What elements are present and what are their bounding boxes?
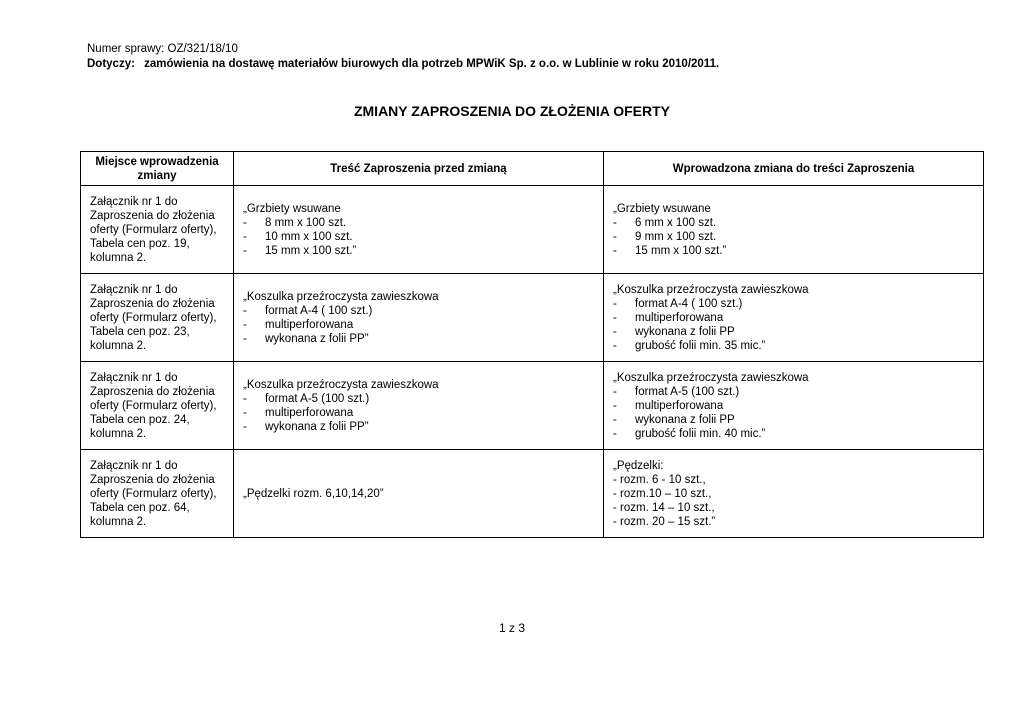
table-row <box>81 362 984 450</box>
list-item: - 9 mm x 100 szt. <box>613 230 717 243</box>
before-item-title: „Grzbiety wsuwane <box>243 202 341 215</box>
list-item-text: 15 mm x 100 szt.” <box>635 244 727 257</box>
list-item: - wykonana z folii PP <box>613 325 735 338</box>
table-body <box>81 186 984 538</box>
list-item-text: 9 mm x 100 szt. <box>635 230 717 243</box>
cell-after <box>604 274 984 362</box>
list-item: - grubość folii min. 35 mic.” <box>613 339 766 352</box>
list-item: - rozm.10 – 10 szt., <box>613 487 712 500</box>
after-item-title: „Grzbiety wsuwane <box>613 202 711 215</box>
column-header-before: Treść Zaproszenia przed zmianą <box>234 152 604 186</box>
list-item-text: 10 mm x 100 szt. <box>265 230 353 243</box>
cell-before <box>234 186 604 274</box>
cell-after <box>604 450 984 538</box>
table-row <box>81 450 984 538</box>
table-row <box>81 274 984 362</box>
cell-place: Załącznik nr 1 do Zaproszenia do złożenia oferty (Formularz oferty), Tabela cen poz. 19, kolumna 2. <box>81 186 234 274</box>
list-item-text: multiperforowana <box>265 318 354 331</box>
subject-text: zamówienia na dostawę materiałów biurowych dla potrzeb MPWiK Sp. z o.o. w Lublinie w roku 2010/2011. <box>144 58 720 70</box>
before-item-list <box>243 216 594 258</box>
subject-line <box>87 57 719 71</box>
list-item: - 6 mm x 100 szt. <box>613 216 717 229</box>
list-item: - multiperforowana <box>243 318 354 331</box>
list-item-text: format A-5 (100 szt.) <box>265 392 370 405</box>
list-item-text: 6 mm x 100 szt. <box>635 216 717 229</box>
list-item: - format A-4 ( 100 szt.) <box>243 304 373 317</box>
after-item-title: „Koszulka przeźroczysta zawieszkowa <box>613 283 809 296</box>
column-header-place: Miejsce wprowadzenia zmiany <box>81 152 234 186</box>
cell-place: Załącznik nr 1 do Zaproszenia do złożenia oferty (Formularz oferty), Tabela cen poz. 24, kolumna 2. <box>81 362 234 450</box>
list-item-text: 8 mm x 100 szt. <box>265 216 347 229</box>
page-number: 1 z 3 <box>498 621 525 635</box>
list-item-text: format A-4 ( 100 szt.) <box>635 297 743 310</box>
before-item-title: „Koszulka przeźroczysta zawieszkowa <box>243 290 439 303</box>
list-item-text: wykonana z folii PP” <box>265 420 369 433</box>
list-item: - 15 mm x 100 szt.” <box>613 244 727 257</box>
before-item-title: „Koszulka przeźroczysta zawieszkowa <box>243 378 439 391</box>
after-item-title: „Koszulka przeźroczysta zawieszkowa <box>613 371 809 384</box>
list-item-text: grubość folii min. 40 mic.” <box>635 427 766 440</box>
cell-after <box>604 362 984 450</box>
list-item-text: multiperforowana <box>265 406 354 419</box>
cell-after <box>604 186 984 274</box>
list-item: - wykonana z folii PP” <box>243 420 369 433</box>
subject-label: Dotyczy: <box>87 58 135 70</box>
cell-before <box>234 450 604 538</box>
cell-place: Załącznik nr 1 do Zaproszenia do złożenia oferty (Formularz oferty), Tabela cen poz. 23, kolumna 2. <box>81 274 234 362</box>
after-item-list <box>613 473 974 529</box>
list-item: - format A-5 (100 szt.) <box>613 385 740 398</box>
column-header-after: Wprowadzona zmiana do treści Zaproszenia <box>604 152 984 186</box>
list-item: - format A-4 ( 100 szt.) <box>613 297 743 310</box>
list-item: - format A-5 (100 szt.) <box>243 392 370 405</box>
list-item: - rozm. 6 - 10 szt., <box>613 473 706 486</box>
list-item: - multiperforowana <box>243 406 354 419</box>
list-item: - 8 mm x 100 szt. <box>243 216 347 229</box>
table-row <box>81 186 984 274</box>
list-item-text: multiperforowana <box>635 399 724 412</box>
cell-place: Załącznik nr 1 do Zaproszenia do złożenia oferty (Formularz oferty), Tabela cen poz. 64, kolumna 2. <box>81 450 234 538</box>
before-item-list <box>243 392 594 434</box>
list-item: - 15 mm x 100 szt.” <box>243 244 357 257</box>
after-item-list <box>613 385 974 441</box>
list-item: - multiperforowana <box>613 399 724 412</box>
after-item-list <box>613 216 974 258</box>
list-item: - wykonana z folii PP” <box>243 332 369 345</box>
after-item-title: „Pędzelki: <box>613 459 664 472</box>
list-item-text: format A-5 (100 szt.) <box>635 385 740 398</box>
cell-before <box>234 274 604 362</box>
list-item-text: wykonana z folii PP” <box>265 332 369 345</box>
list-item: - grubość folii min. 40 mic.” <box>613 427 766 440</box>
list-item-text: multiperforowana <box>635 311 724 324</box>
changes-table <box>80 151 984 538</box>
list-item: - wykonana z folii PP <box>613 413 735 426</box>
cell-before <box>234 362 604 450</box>
before-item-list <box>243 304 594 346</box>
list-item: - 10 mm x 100 szt. <box>243 230 353 243</box>
table-header-row <box>81 152 984 186</box>
before-item-title: „Pędzelki rozm. 6,10,14,20” <box>243 487 384 500</box>
list-item-text: wykonana z folii PP <box>635 413 735 426</box>
case-number: Numer sprawy: OZ/321/18/10 <box>87 43 238 55</box>
list-item-text: wykonana z folii PP <box>635 325 735 338</box>
list-item: - multiperforowana <box>613 311 724 324</box>
list-item-text: format A-4 ( 100 szt.) <box>265 304 373 317</box>
list-item: - rozm. 14 – 10 szt., <box>613 501 715 514</box>
after-item-list <box>613 297 974 353</box>
list-item-text: grubość folii min. 35 mic.” <box>635 339 766 352</box>
document-title: ZMIANY ZAPROSZENIA DO ZŁOŻENIA OFERTY <box>353 103 671 119</box>
list-item-text: 15 mm x 100 szt.” <box>265 244 357 257</box>
list-item: - rozm. 20 – 15 szt.” <box>613 515 716 528</box>
